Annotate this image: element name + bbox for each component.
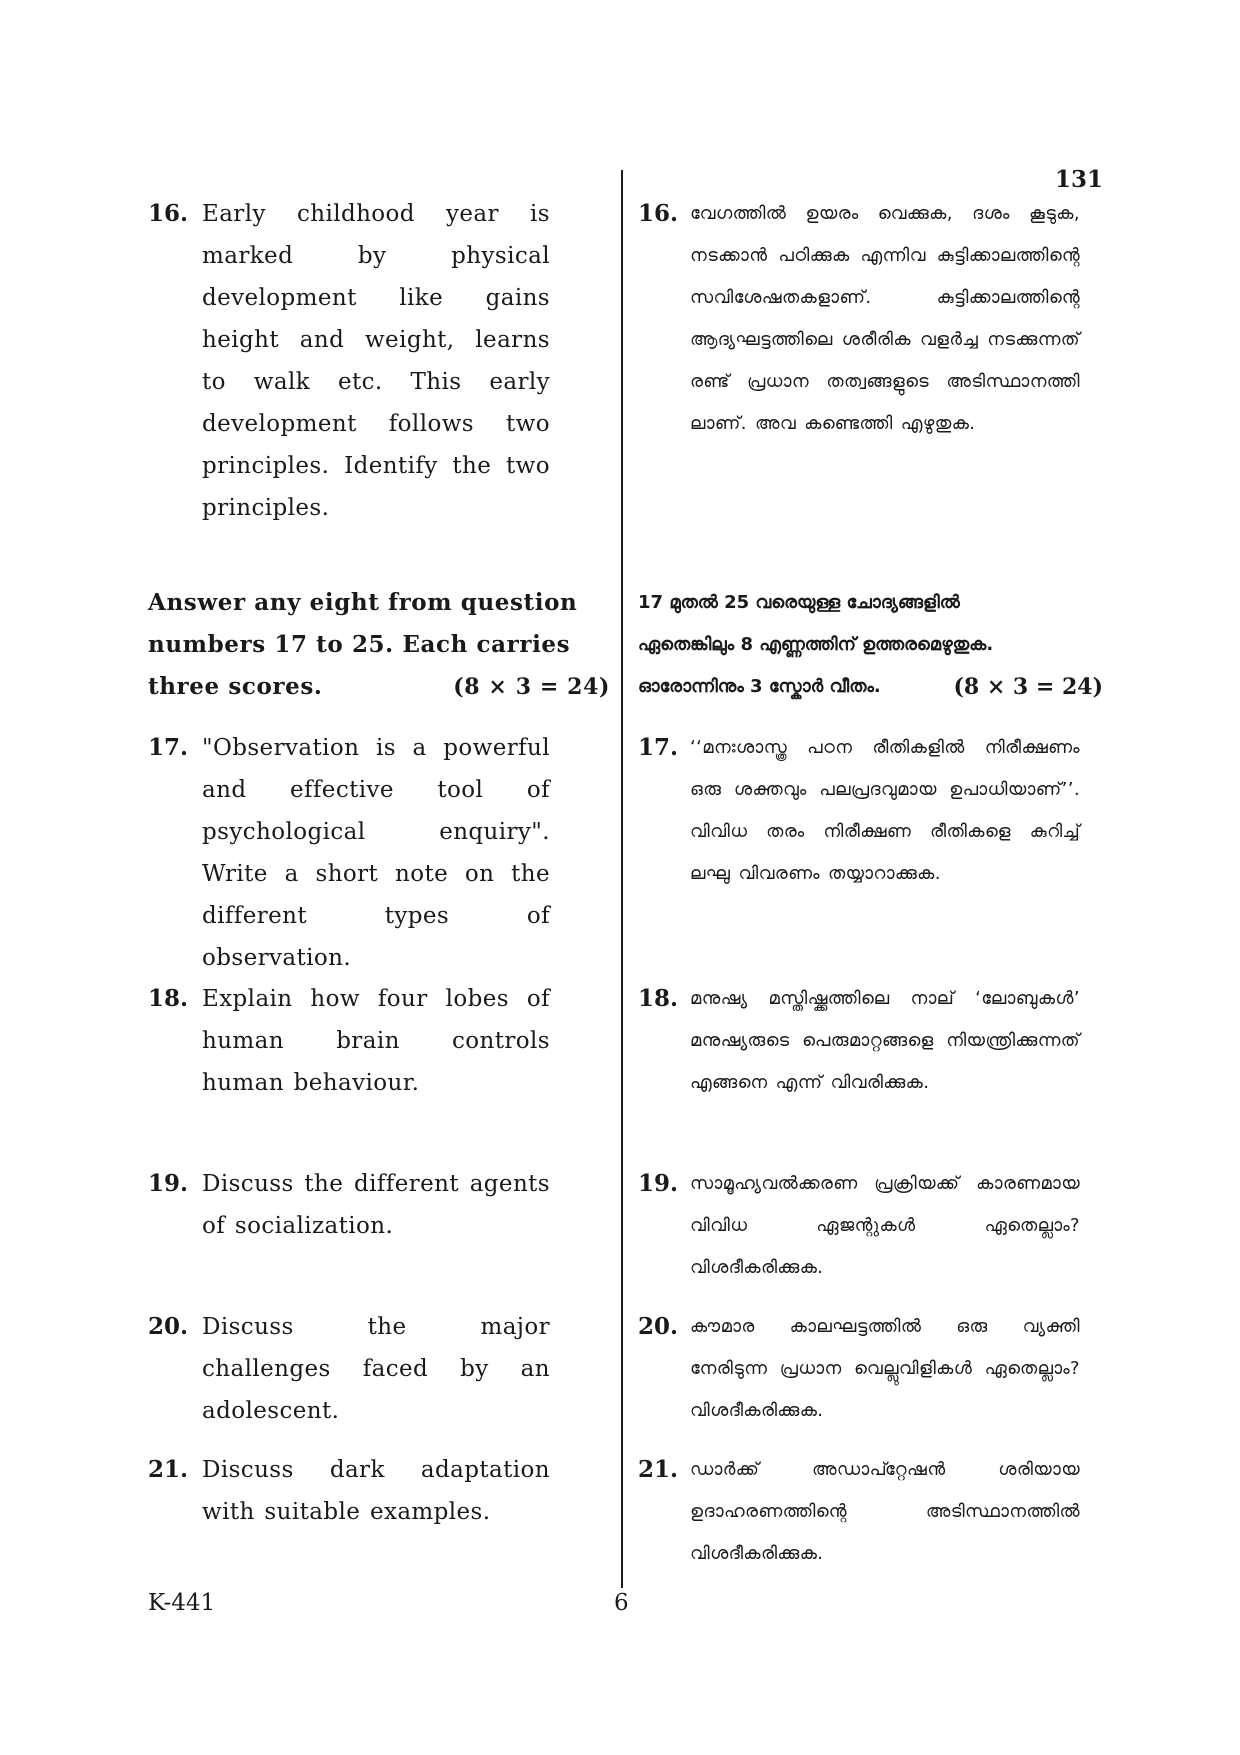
instructions-en: Answer any eight from question numbers 17 to 25. Each carries three scores. (8 × 3 = 24): [148, 582, 610, 708]
question-number: 19.: [638, 1170, 679, 1197]
question-text: വേഗത്തിൽ ഉയരം വെക്കുക, ദശം കൂടുക, നടക്കാൻ പഠിക്കുക എന്നിവ കുട്ടിക്കാലത്തിന്റെ സവിശേഷതകളാണ്. കുട്ടിക്കാലത്തിന്റെ ആദ്യഘട്ടത്തിലെ ശരീരിക വളർച്ച നടക്കുന്നത് രണ്ട് പ്രധാന തത്വങ്ങളുടെ അടിസ്ഥാനത്തി ലാണ്. അവ കണ്ടെത്തി എഴുതുക.: [690, 203, 1080, 434]
question-text: മനുഷ്യ മസ്തിഷ്ക്കത്തിലെ നാല് ‘ലോബുകൾ’ മനുഷ്യരുടെ പെരുമാറ്റങ്ങളെ നിയന്ത്രിക്കുന്നത് എങ്ങനെ എന്ന് വിവരിക്കുക.: [690, 988, 1080, 1093]
column-divider: [621, 170, 623, 1588]
question-text: Early childhood year is marked by physical development like gains height and weight, learns to walk etc. This early development follows two principles. Identify the two principles.: [202, 201, 550, 521]
question-18-ml: [638, 978, 1098, 1104]
question-text: സാമൂഹ്യവൽക്കരണ പ്രക്രിയക്ക് കാരണമായ വിവിധ ഏജന്റുകൾ ഏതെല്ലാം? വിശദീകരിക്കുക.: [690, 1173, 1080, 1278]
question-21-ml: [638, 1449, 1098, 1575]
question-21-en: [148, 1449, 550, 1533]
question-16-ml: [638, 193, 1098, 445]
question-16-en: [148, 193, 550, 529]
question-number: 18.: [638, 985, 679, 1012]
question-number: 18.: [148, 985, 189, 1012]
question-text: Discuss dark adaptation with suitable examples.: [202, 1457, 550, 1525]
score-label: (8 × 3 = 24): [953, 674, 1103, 700]
question-text: "Observation is a powerful and effective tool of psychological enquiry". Write a short note on the different types of observation.: [202, 735, 550, 971]
question-18-en: [148, 978, 550, 1104]
question-number: 20.: [148, 1313, 189, 1340]
question-number: 16.: [638, 200, 679, 227]
page-number-top: 131: [1055, 166, 1104, 193]
question-text: Discuss the different agents of socialization.: [202, 1171, 550, 1239]
question-text: കൗമാര കാലഘട്ടത്തിൽ ഒരു വ്യക്തി നേരിടുന്ന പ്രധാന വെല്ലുവിളികൾ ഏതെല്ലാം? വിശദീകരിക്കുക.: [690, 1316, 1080, 1421]
question-19-en: [148, 1163, 550, 1247]
paper-code: K-441: [148, 1590, 216, 1616]
question-number: 20.: [638, 1313, 679, 1340]
question-20-en: [148, 1306, 550, 1432]
score-label: (8 × 3 = 24): [453, 674, 610, 700]
question-text: ഡാർക്ക് അഡാപ്റ്റേഷൻ ശരിയായ ഉദാഹരണത്തിന്റെ അടിസ്ഥാനത്തിൽ വിശദീകരിക്കുക.: [690, 1459, 1080, 1564]
question-17-ml: [638, 727, 1098, 895]
question-number: 19.: [148, 1170, 189, 1197]
question-text: Explain how four lobes of human brain controls human behaviour.: [202, 986, 550, 1096]
question-number: 16.: [148, 200, 189, 227]
question-number: 17.: [638, 734, 679, 761]
question-text: ‘‘മനഃശാസ്ത്ര പഠന രീതികളിൽ നിരീക്ഷണം ഒരു ശക്തവും പലപ്രദവുമായ ഉപാധിയാണ്’’. വിവിധ തരം നിരീക്ഷണ രീതികളെ കുറിച്ച് ലഘു വിവരണം തയ്യാറാക്കുക.: [690, 737, 1080, 884]
question-number: 21.: [148, 1456, 189, 1483]
footer-page-number: 6: [614, 1590, 629, 1616]
question-19-ml: [638, 1163, 1098, 1289]
question-20-ml: [638, 1306, 1098, 1432]
question-17-en: [148, 727, 550, 979]
question-number: 17.: [148, 734, 189, 761]
question-number: 21.: [638, 1456, 679, 1483]
instructions-ml: 17 മുതൽ 25 വരെയുള്ള ചോദ്യങ്ങളിൽ ഏതെങ്കിലും 8 എണ്ണത്തിന് ഉത്തരമെഴുതുക. ഓരോന്നിനും 3 സ്കോർ വീതം. (8 × 3 = 24): [638, 582, 1103, 708]
question-text: Discuss the major challenges faced by an adolescent.: [202, 1314, 550, 1424]
